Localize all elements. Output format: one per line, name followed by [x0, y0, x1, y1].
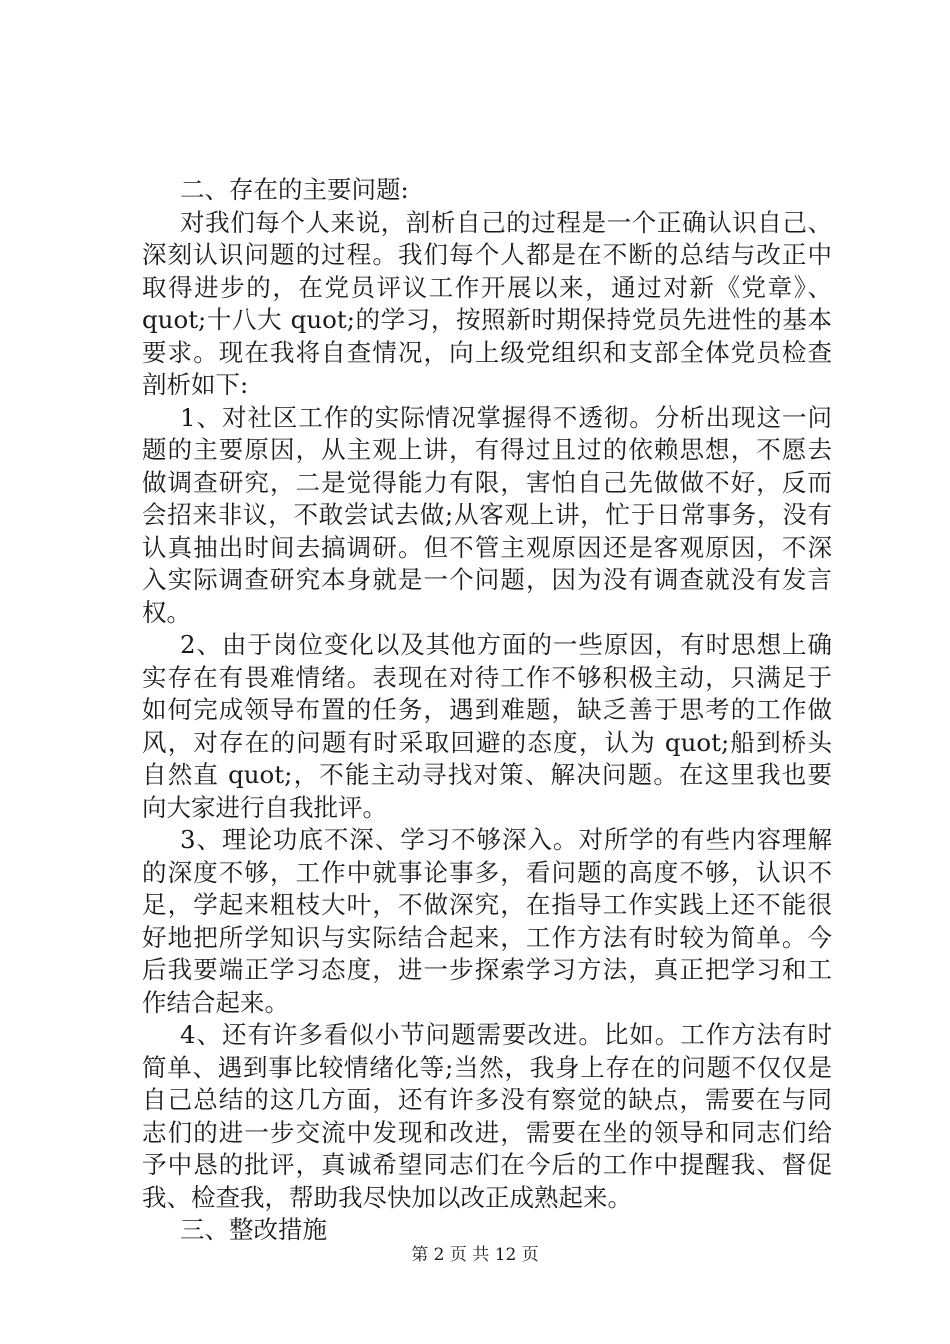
- text-line: quot;十八大 quot;的学习，按照新时期保持党员先进性的基本: [142, 305, 832, 334]
- text-line: 二、存在的主要问题:: [180, 175, 409, 204]
- text-line: 自然直 quot;，不能主动寻找对策、解决问题。在这里我也要: [142, 760, 832, 789]
- text-line: 取得进步的，在党员评议工作开展以来，通过对新《党章》、: [142, 272, 832, 302]
- text-line: 入实际调查研究本身就是一个问题，因为没有调查就没有发言: [142, 565, 832, 594]
- text-line: 剖析如下:: [142, 370, 249, 399]
- text-line: 三、整改措施: [180, 1215, 327, 1244]
- text-line: 的深度不够，工作中就事论事多，看问题的高度不够，认识不: [142, 857, 832, 887]
- text-line: 3、理论功底不深、学习不够深入。对所学的有些内容理解: [180, 825, 832, 854]
- text-line: 要求。现在我将自查情况，向上级党组织和支部全体党员检查: [142, 337, 832, 367]
- text-line: 足，学起来粗枝大叶，不做深究，在指导工作实践上还不能很: [142, 890, 832, 919]
- text-line: 作结合起来。: [142, 987, 289, 1017]
- text-line: 2、由于岗位变化以及其他方面的一些原因，有时思想上确: [180, 630, 832, 659]
- text-line: 做调查研究，二是觉得能力有限，害怕自己先做做不好，反而: [142, 467, 832, 497]
- text-line: 实存在有畏难情绪。表现在对待工作不够积极主动，只满足于: [142, 662, 832, 692]
- text-line: 4、还有许多看似小节问题需要改进。比如。工作方法有时: [180, 1020, 832, 1049]
- text-line: 予中恳的批评，真诚希望同志们在今后的工作中提醒我、督促: [142, 1150, 832, 1179]
- text-line: 深刻认识问题的过程。我们每个人都是在不断的总结与改正中: [142, 240, 832, 269]
- text-line: 好地把所学知识与实际结合起来，工作方法有时较为简单。今: [142, 922, 832, 952]
- text-line: 权。: [142, 597, 191, 627]
- text-line: 自己总结的这几方面，还有许多没有察觉的缺点，需要在与同: [142, 1085, 832, 1114]
- text-line: 我、检查我，帮助我尽快加以改正成熟起来。: [142, 1182, 632, 1212]
- text-line: 认真抽出时间去搞调研。但不管主观原因还是客观原因，不深: [142, 532, 832, 562]
- text-line: 风，对存在的问题有时采取回避的态度，认为 quot;船到桥头: [142, 727, 832, 757]
- text-line: 简单、遇到事比较情绪化等;当然，我身上存在的问题不仅仅是: [142, 1052, 832, 1082]
- text-line: 1、对社区工作的实际情况掌握得不透彻。分析出现这一问: [180, 402, 832, 432]
- text-line: 如何完成领导布置的任务，遇到难题，缺乏善于思考的工作做: [142, 695, 832, 724]
- text-line: 会招来非议，不敢尝试去做;从客观上讲，忙于日常事务，没有: [142, 500, 832, 529]
- text-line: 对我们每个人来说，剖析自己的过程是一个正确认识自己、: [180, 207, 832, 237]
- text-line: 志们的进一步交流中发现和改进，需要在坐的领导和同志们给: [142, 1117, 832, 1147]
- document-body: [142, 174, 832, 1247]
- page-footer: 第 2 页 共 12 页: [411, 1245, 539, 1265]
- text-line: 题的主要原因，从主观上讲，有得过且过的依赖思想，不愿去: [142, 435, 832, 464]
- text-line: 向大家进行自我批评。: [142, 792, 387, 822]
- text-line: 后我要端正学习态度，进一步探索学习方法，真正把学习和工: [142, 955, 832, 984]
